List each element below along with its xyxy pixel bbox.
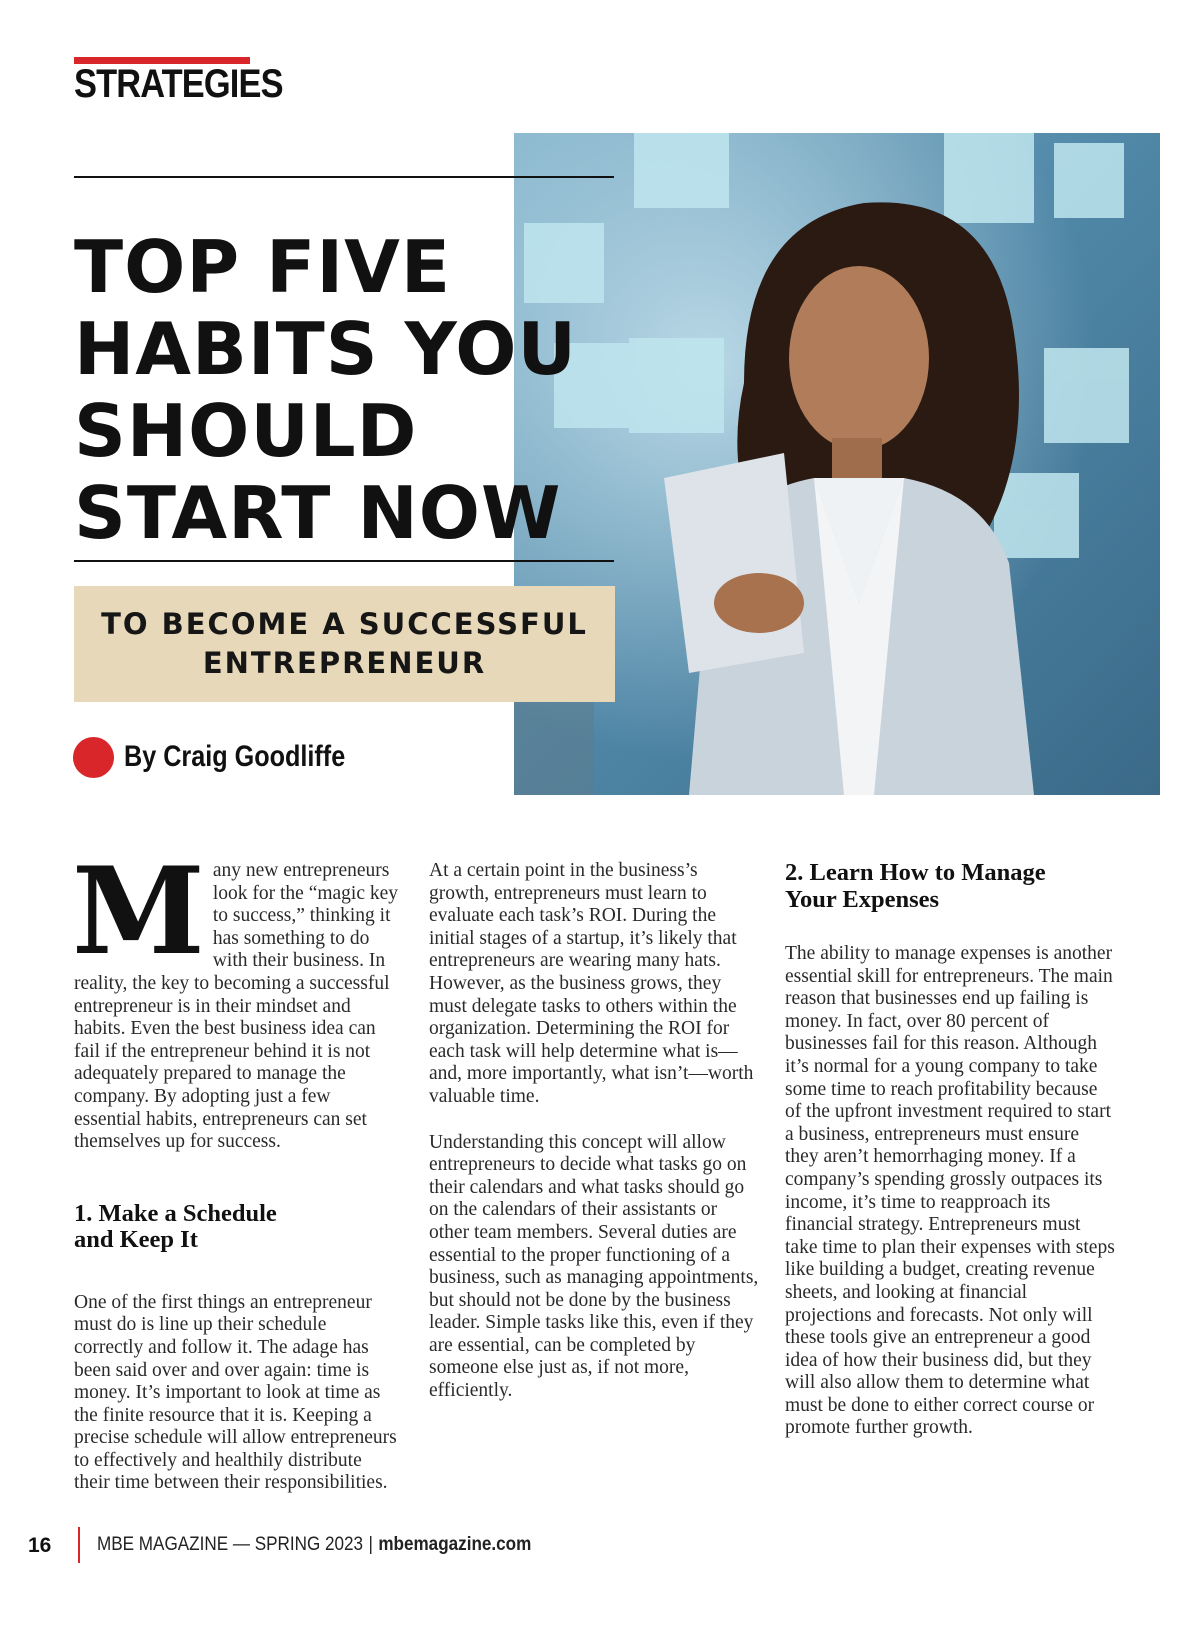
- section-1-text: One of the first things an entrepreneur must do is line up their schedule correctly and follow it. The adage has been said over and over again: time is money. It’s important to look at time as the finite resource that it is. Keeping a precise schedule will allow entrepreneurs to effectively and healthily distribute their time between their responsibilities.: [74, 1291, 397, 1494]
- headline-line: HABITS YOU: [74, 307, 577, 391]
- subtitle-line: TO BECOME A SUCCESSFUL: [101, 607, 588, 641]
- publication-name: MBE MAGAZINE — SPRING 2023: [97, 1534, 364, 1555]
- subtitle-box: [74, 586, 615, 702]
- section-heading-2-line: 2. Learn How to Manage: [785, 859, 1046, 886]
- section-heading-2-line: Your Expenses: [785, 885, 940, 913]
- headline-bottom-rule: [74, 560, 614, 562]
- page-number: 16: [28, 1534, 52, 1557]
- article-column-3: [785, 860, 1115, 1440]
- section-heading-1-line: and Keep It: [74, 1226, 198, 1254]
- section-heading-1: [74, 1201, 399, 1254]
- byline: By Craig Goodliffe: [124, 740, 346, 773]
- byline-dot: [73, 737, 114, 778]
- intro-paragraph: [72, 841, 399, 1154]
- website-link[interactable]: mbemagazine.com: [378, 1534, 532, 1555]
- section-heading-1-line: 1. Make a Schedule: [74, 1199, 277, 1227]
- subtitle-line: ENTREPRENEUR: [202, 646, 487, 680]
- drop-cap: M: [72, 841, 205, 982]
- headline-line: START NOW: [74, 471, 562, 555]
- headline-line: SHOULD: [74, 389, 418, 473]
- footer-separator: |: [368, 1534, 373, 1555]
- paragraph: At a certain point in the business’s growth, entrepreneurs must learn to evaluate each task’s ROI. During the initial stages of a startup, it’s likely that entrepreneurs are wearing many hats. However, as the business grows, they must delegate tasks to others within the organization. Determining the ROI for each task will help determine what is—and, more importantly, what isn’t—worth valuable time.: [429, 860, 754, 1107]
- intro-text: any new entrepreneurs look for the “magic key to success,” thinking it has something to do with their business. In reality, the key to becoming a successful entrepreneur is in their mindset and habits. Even the best business idea can fail if the entrepreneur behind it is not adequately prepared to manage the company. By adopting just a few essential habits, entrepreneurs can set themselves up for success.: [74, 860, 399, 1153]
- article-column-1: [72, 841, 399, 1495]
- headline-top-rule: [74, 176, 614, 178]
- section-heading-2: [785, 860, 1115, 913]
- paragraph: Understanding this concept will allow entrepreneurs to decide what tasks go on their calendars and what tasks should go on the calendars of their assistants or other team members. Several duties are essential to the proper functioning of a business, such as managing appointments, but should not be done by the business leader. Simple tasks like this, even if they are essential, can be completed by someone else just as, if not more, efficiently.: [429, 1131, 759, 1402]
- article-column-2: [429, 860, 759, 1403]
- headline-line: TOP FIVE: [74, 225, 452, 309]
- section-label: STRATEGIES: [74, 62, 283, 106]
- headline: [74, 226, 634, 554]
- subtitle: [101, 605, 588, 683]
- footer-text: [97, 1534, 531, 1556]
- section-2-text: The ability to manage expenses is another essential skill for entrepreneurs. The main reason that businesses end up failing is money. In fact, over 80 percent of businesses fail for this reason. Although it’s normal for a young company to take some time to reach profitability because of the upfront investment required to start a business, entrepreneurs must ensure they aren’t hemorrhaging money. If a company’s spending grossly outpaces its income, it’s time to reapproach its financial strategy. Entrepreneurs must take time to plan their expenses with steps like building a budget, creating revenue sheets, and looking at financial projections and forecasts. Not only will these tools give an entrepreneur a good idea of how their business did, but they will also allow them to determine what must be done to either correct course or promote further growth.: [785, 943, 1115, 1439]
- footer-divider: [78, 1527, 80, 1563]
